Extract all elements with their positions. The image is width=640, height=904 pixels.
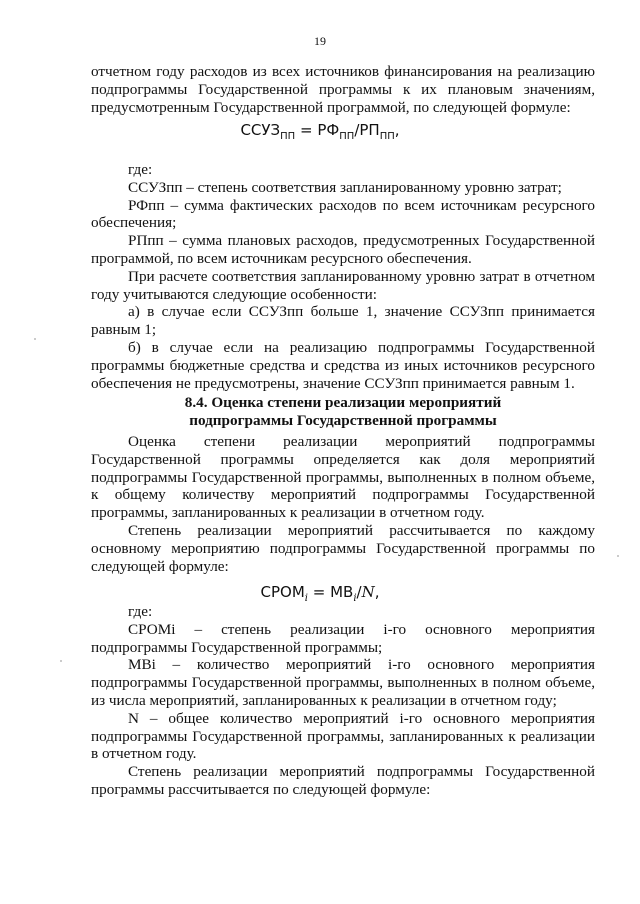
- intro-line-2: подпрограммы Государственной программы к их плановым значениям,: [91, 80, 595, 98]
- para-calculation: Степень реализации мероприятий рассчитывается по каждому основному мероприятию подпрограммы Государственной программы по следующей формуле:: [91, 521, 595, 575]
- heading-line-2: подпрограммы Государственной программы: [189, 411, 497, 429]
- def-n: N – общее количество мероприятий i-го основного мероприятия подпрограммы Государственной программы, запланированных к реализации в отчетном году.: [91, 709, 595, 763]
- page-text: [91, 63, 595, 116]
- formula-srom: $СРОМ_i = МВ_i/N$,: [260, 583, 380, 604]
- section-heading: [91, 394, 595, 430]
- para-assessment: Оценка степени реализации мероприятий подпрограммы Государственной программы определяется как доля мероприятий подпрограммы Государственной программы, выполненных в полном объеме, к общему количеству мероприятий подпрограммы Государственной программы, запланированных к реализации в отчетном году.: [91, 433, 595, 522]
- def-ssuz: ССУЗпп – степень соответствия запланированному уровню затрат;: [128, 178, 562, 196]
- formula-ssuz: $ССУЗ_{ПП} = РФ_{ПП}/РП_{ПП}$,: [240, 121, 400, 142]
- definitions-block-1: [91, 161, 595, 392]
- scan-speck: [60, 660, 62, 662]
- def-rf: РФпп – сумма фактических расходов по всем источникам ресурсного обеспечения;: [91, 196, 595, 232]
- heading-line-1: 8.4. Оценка степени реализации мероприятий: [184, 394, 502, 411]
- def-mb: МВi – количество мероприятий i-го основного мероприятия подпрограммы Государственной программы, выполненных в полном объеме, из числа мероприятий, запланированных к реализации в отчетном году;: [91, 656, 595, 709]
- features-paragraph: При расчете соответствия запланированному уровню затрат в отчетном году учитываются следующие особенности:: [91, 267, 595, 303]
- page-number: 19: [314, 34, 326, 48]
- intro-line-1: отчетном году расходов из всех источников финансирования на реализацию: [91, 63, 595, 80]
- def-rp: РПпп – сумма плановых расходов, предусмотренных Государственной программой, по всем источникам ресурсного обеспечения.: [91, 232, 595, 267]
- where-label-2: где:: [128, 603, 153, 620]
- scan-speck: [617, 555, 619, 557]
- scan-speck: [34, 338, 36, 340]
- case-b: б) в случае если на реализацию подпрограммы Государственной программы бюджетные средства и средства из иных источников ресурсного обеспечения не предусмотрены, значение ССУЗпп принимается равным 1.: [91, 338, 595, 392]
- intro-line-3: предусмотренным Государственной программой, по следующей формуле:: [91, 98, 571, 116]
- where-label: где:: [128, 161, 153, 178]
- para-final: Степень реализации мероприятий подпрограммы Государственной программы рассчитывается по следующей формуле:: [91, 763, 595, 798]
- def-srom: СРОМi – степень реализации i-го основного мероприятия подпрограммы Государственной программы;: [91, 620, 595, 656]
- section-body: [91, 433, 595, 575]
- case-a: а) в случае если ССУЗпп больше 1, значение ССУЗпп принимается равным 1;: [91, 303, 595, 339]
- definitions-block-2: [91, 603, 595, 799]
